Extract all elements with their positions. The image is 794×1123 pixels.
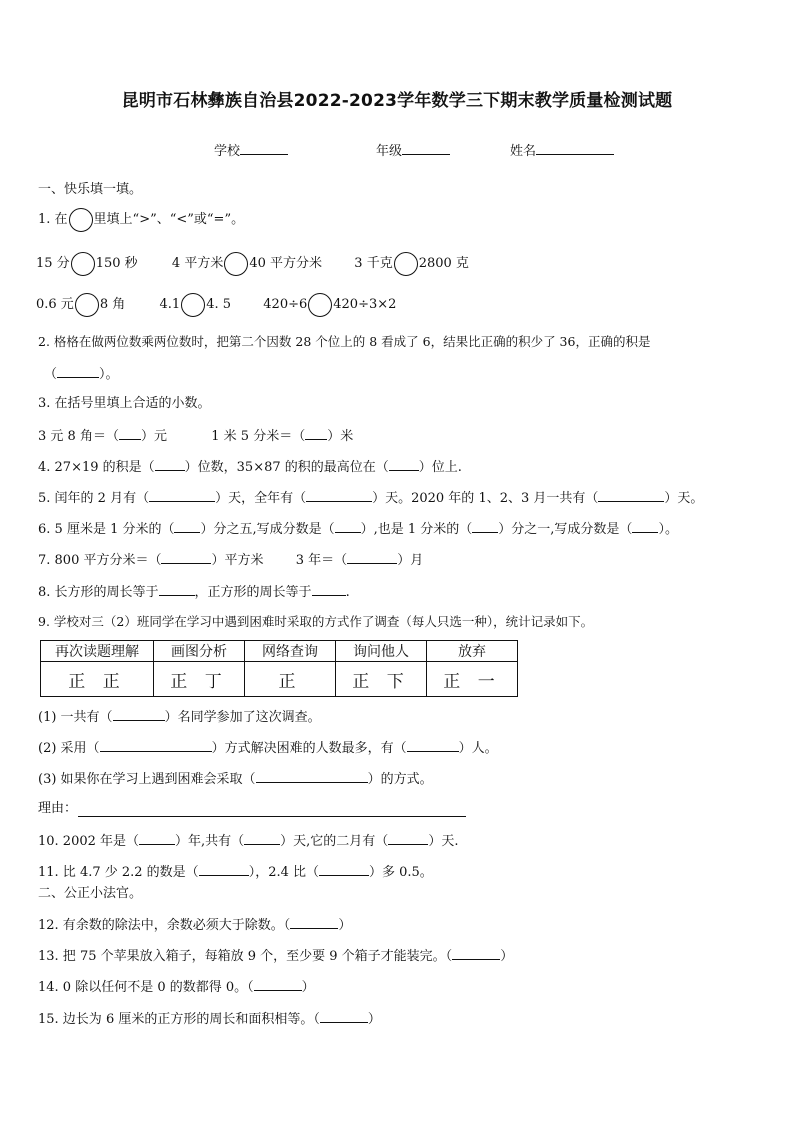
q8-text-a: 8. 长方形的周长等于 [38,585,159,600]
compare-right: 2800 克 [418,256,469,271]
q9-s2-text-c: ）人。 [458,741,498,756]
school-label: 学校 [214,144,241,159]
tally-cell: 正 一 [427,662,518,697]
compare-left: 0.6 元 [36,297,74,312]
answer-blank[interactable] [407,738,459,752]
q10-text-c: ）天,它的二月有（ [280,834,389,849]
q15-close: ） [367,1012,381,1027]
q11-text-b: ），2.4 比（ [248,865,319,880]
q12-close: ） [338,918,352,933]
answer-blank[interactable] [319,862,369,876]
question-2-answer [44,364,119,384]
q9-sub-2 [38,738,498,758]
question-1 [38,211,244,229]
answer-blank[interactable] [139,831,175,845]
q4-text-b: ）位数，35×87 的积的最高位在（ [184,460,389,475]
q9-sub-3 [38,769,433,789]
tally-table [40,640,518,697]
q14-text: 14. 0 除以任何不是 0 的数都得 0。（ [38,980,254,995]
tally-cell: 正 下 [336,662,427,697]
grade-label: 年级 [376,144,403,159]
answer-blank[interactable] [388,831,428,845]
tally-marks-row [41,662,518,697]
name-blank[interactable] [536,141,614,155]
question-10 [38,831,458,851]
compare-left: 15 分 [36,256,70,271]
q14-close: ） [301,980,315,995]
answer-blank[interactable] [100,738,212,752]
q6-text-e: ）。 [658,522,678,537]
q1-suffix: 里填上“>”、“<”或“=”。 [93,212,245,227]
tally-header: 画图分析 [154,641,245,662]
q5-text-d: ）天。 [664,491,704,506]
tally-header-row [41,641,518,662]
q10-text-a: 10. 2002 年是（ [38,834,140,849]
q13-text: 13. 把 75 个苹果放入箱子，每箱放 9 个，至少要 9 个箱子才能装完。（ [38,949,453,964]
q1-row-2 [36,296,396,314]
circle-icon [69,208,93,232]
compare-circle[interactable] [75,293,99,317]
question-15 [38,1009,381,1029]
q6-text-c: ）,也是 1 分米的（ [360,522,473,537]
q3-item-b-unit: ）米 [327,429,354,444]
q8-text-b: ，正方形的周长等于 [194,585,312,600]
q3-item-a: 3 元 8 角＝（ [38,429,119,444]
q9-s2-text-a: (2) 采用（ [38,741,100,756]
compare-circle[interactable] [181,293,205,317]
q4-text-a: 4. 27×19 的积是（ [38,460,155,475]
section-1-heading: 一、快乐填一填。 [38,182,143,197]
tally-cell: 正 [245,662,336,697]
q7-text-a: 7. 800 平方分米＝（ [38,553,162,568]
question-5 [38,488,703,508]
q9-sub-1 [38,707,321,727]
answer-blank[interactable] [119,426,141,440]
compare-right: 420÷3×2 [333,297,397,312]
tally-header: 询问他人 [336,641,427,662]
q2-close: ）。 [99,367,119,382]
q9-s3-text-b: ）的方式。 [367,772,433,787]
q9-s1-text-b: ）名同学参加了这次调查。 [164,710,321,725]
answer-blank[interactable] [320,1009,368,1023]
question-6 [38,519,678,539]
compare-circle[interactable] [71,252,95,276]
section-2-heading: 二、公正小法官。 [38,886,143,901]
answer-blank[interactable] [290,915,338,929]
q11-text-c: ）多 0.5。 [369,865,433,880]
tally-header: 放弃 [427,641,518,662]
q6-text-d: ）分之一,写成分数是（ [498,522,633,537]
name-field [510,140,614,159]
q13-close: ） [500,949,514,964]
q7-text-c: 3 年＝（ [295,553,348,568]
q4-text-c: ）位上. [418,460,462,475]
question-3-items [38,426,353,446]
answer-blank[interactable] [598,488,664,502]
page-title: 昆明市石林彝族自治县2022-2023学年数学三下期末教学质量检测试题 [121,91,673,111]
question-8 [38,582,350,602]
q5-text-b: ）天，全年有（ [215,491,307,506]
q9-s3-text-a: (3) 如果你在学习上遇到困难会采取（ [38,772,256,787]
question-9: 9. 学校对三（2）班同学在学习中遇到困难时采取的方式作了调查（每人只选一种），统计记录如下。 [38,614,594,629]
answer-blank[interactable] [312,582,346,596]
answer-blank[interactable] [306,488,372,502]
answer-blank[interactable] [149,488,215,502]
compare-left: 420÷6 [263,297,308,312]
compare-circle[interactable] [224,252,248,276]
answer-blank[interactable] [389,457,419,471]
q9-s2-text-b: ）方式解决困难的人数最多，有（ [211,741,407,756]
q3-item-b: 1 米 5 分米＝（ [211,429,306,444]
q3-item-a-unit: ）元 [140,429,167,444]
answer-blank[interactable] [159,582,195,596]
q5-text-c: ）天。2020 年的 1、2、3 月一共有（ [372,491,599,506]
tally-header: 再次读题理解 [41,641,154,662]
compare-left: 3 千克 [354,256,393,271]
tally-header: 网络查询 [245,641,336,662]
q5-text-a: 5. 闰年的 2 月有（ [38,491,150,506]
q1-prefix: 1. 在 [38,212,68,227]
reason-line[interactable] [78,816,466,817]
name-label: 姓名 [510,144,537,159]
q2-open: （ [44,367,58,382]
answer-blank[interactable] [632,519,658,533]
q15-text: 15. 边长为 6 厘米的正方形的周长和面积相等。（ [38,1012,320,1027]
answer-blank[interactable] [155,457,185,471]
school-blank[interactable] [240,141,288,155]
q10-text-b: ）年,共有（ [175,834,245,849]
compare-right: 4. 5 [206,297,231,312]
compare-left: 4.1 [159,297,181,312]
answer-blank[interactable] [256,769,368,783]
q10-text-d: ）天. [428,834,459,849]
q7-text-b: ）平方米 [211,553,264,568]
answer-blank[interactable] [161,550,211,564]
compare-left: 4 平方米 [171,256,224,271]
compare-right: 8 角 [99,297,126,312]
school-field [214,140,288,159]
answer-blank[interactable] [244,831,280,845]
answer-blank[interactable] [452,946,500,960]
q1-row-1 [36,255,469,273]
answer-blank[interactable] [347,550,397,564]
question-11 [38,862,433,882]
q12-text: 12. 有余数的除法中，余数必须大于除数。（ [38,918,291,933]
q6-text-b: ）分之五,写成分数是（ [200,522,335,537]
question-14 [38,977,315,997]
q8-text-c: . [345,585,350,600]
q11-text-a: 11. 比 4.7 少 2.2 的数是（ [38,865,199,880]
answer-blank[interactable] [305,426,327,440]
answer-blank[interactable] [254,977,302,991]
compare-circle[interactable] [308,293,332,317]
q6-text-a: 6. 5 厘米是 1 分米的（ [38,522,175,537]
answer-blank[interactable] [174,519,200,533]
compare-circle[interactable] [394,252,418,276]
answer-blank[interactable] [472,519,498,533]
tally-cell: 正 正 [41,662,154,697]
question-12 [38,915,351,935]
question-4 [38,457,462,477]
q9-s1-text-a: (1) 一共有（ [38,710,113,725]
answer-blank[interactable] [57,364,99,378]
tally-cell: 正 丁 [154,662,245,697]
answer-blank[interactable] [335,519,361,533]
grade-blank[interactable] [402,141,450,155]
reason-label: 理由： [38,801,78,816]
grade-field [376,140,450,159]
compare-right: 150 秒 [95,256,138,271]
question-13 [38,946,513,966]
answer-blank[interactable] [199,862,249,876]
question-7 [38,550,423,570]
question-3: 3. 在括号里填上合适的小数。 [38,396,211,411]
q7-text-d: ）月 [397,553,424,568]
answer-blank[interactable] [113,707,165,721]
compare-right: 40 平方分米 [249,256,323,271]
question-2: 2. 格格在做两位数乘两位数时，把第二个因数 28 个位上的 8 看成了 6，结果比正确的积少了 36，正确的积是 [38,334,651,349]
